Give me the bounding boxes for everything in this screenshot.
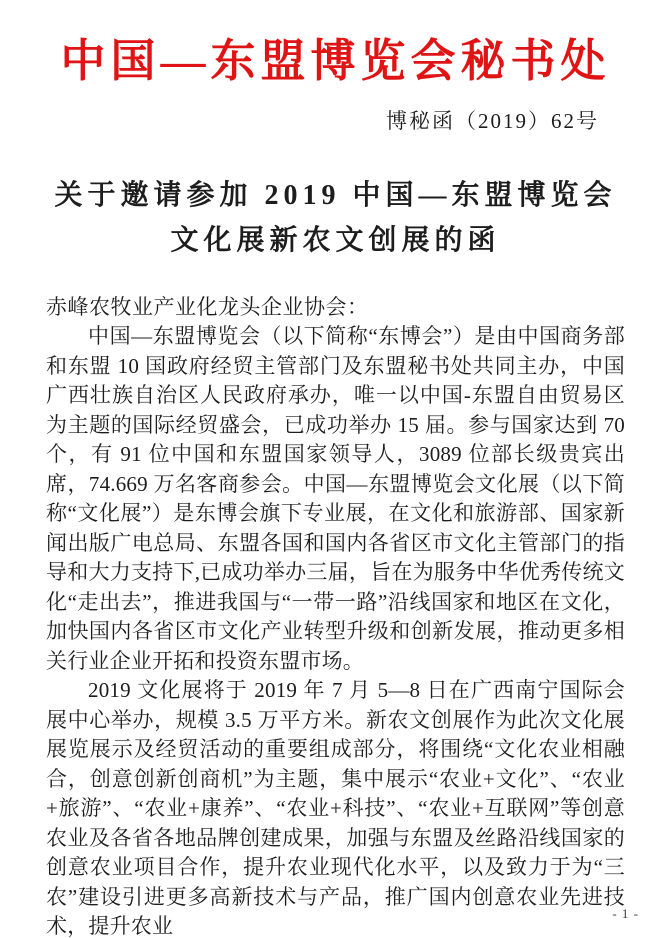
page-number: - 1 - <box>612 906 639 921</box>
body-paragraph-2: 2019 文化展将于 2019 年 7 月 5—8 日在广西南宁国际会展中心举办，规模 3.5 万平方米。新农文创展作为此次文化展展览展示及经贸活动的重要组成部分，将围绕“文化农业相融合，创意创新创商机”为主题，集中展示“农业+文化”、“农业+旅游”、“农业+康养”、“农业+科技”、“农业+互联网”等创意农业及各省各地品牌创建成果，加强与东盟及丝路沿线国家的创意农业项目合作，提升农业现代化水平，以及致力于为“三农”建设引进更多高新技术与产品，推广国内创意农业先进技术，提升农业 <box>46 678 625 938</box>
body-paragraph-1: 中国—东盟博览会（以下简称“东博会”）是由中国商务部和东盟 10 国政府经贸主管部门及东盟秘书处共同主办，中国广西壮族自治区人民政府承办，唯一以中国-东盟自由贸易区为主题的国际经贸盛会，已成功举办 15 届。参与国家达到 70 个，有 91 位中国和东盟国家领导人，3089 位部长级贵宾出席，74.669 万名客商参会。中国—东盟博览会文化展（以下简称“文化展”）是东博会旗下专业展，在文化和旅游部、国家新闻出版广电总局、东盟各国和国内各省区市文化主管部门的指导和大力支持下,已成功举办三届，旨在为服务中华优秀传统文化“走出去”，推进我国与“一带一路”沿线国家和地区在文化，加快国内各省区市文化产业转型升级和创新发展，推动更多相关行业企业开拓和投资东盟市场。 <box>46 324 625 673</box>
document-title-line1: 关于邀请参加 2019 中国—东盟博览会 <box>54 180 617 211</box>
document-number: 博秘函（2019）62号 <box>386 109 599 133</box>
document-body <box>46 322 625 938</box>
document-title-line2: 文化展新农文创展的函 <box>170 225 501 256</box>
letterhead-title: 中国—东盟博览会秘书处 <box>60 36 611 86</box>
document-title <box>0 173 671 263</box>
addressee-line: 赤峰农牧业产业化龙头企业协会： <box>46 295 369 319</box>
